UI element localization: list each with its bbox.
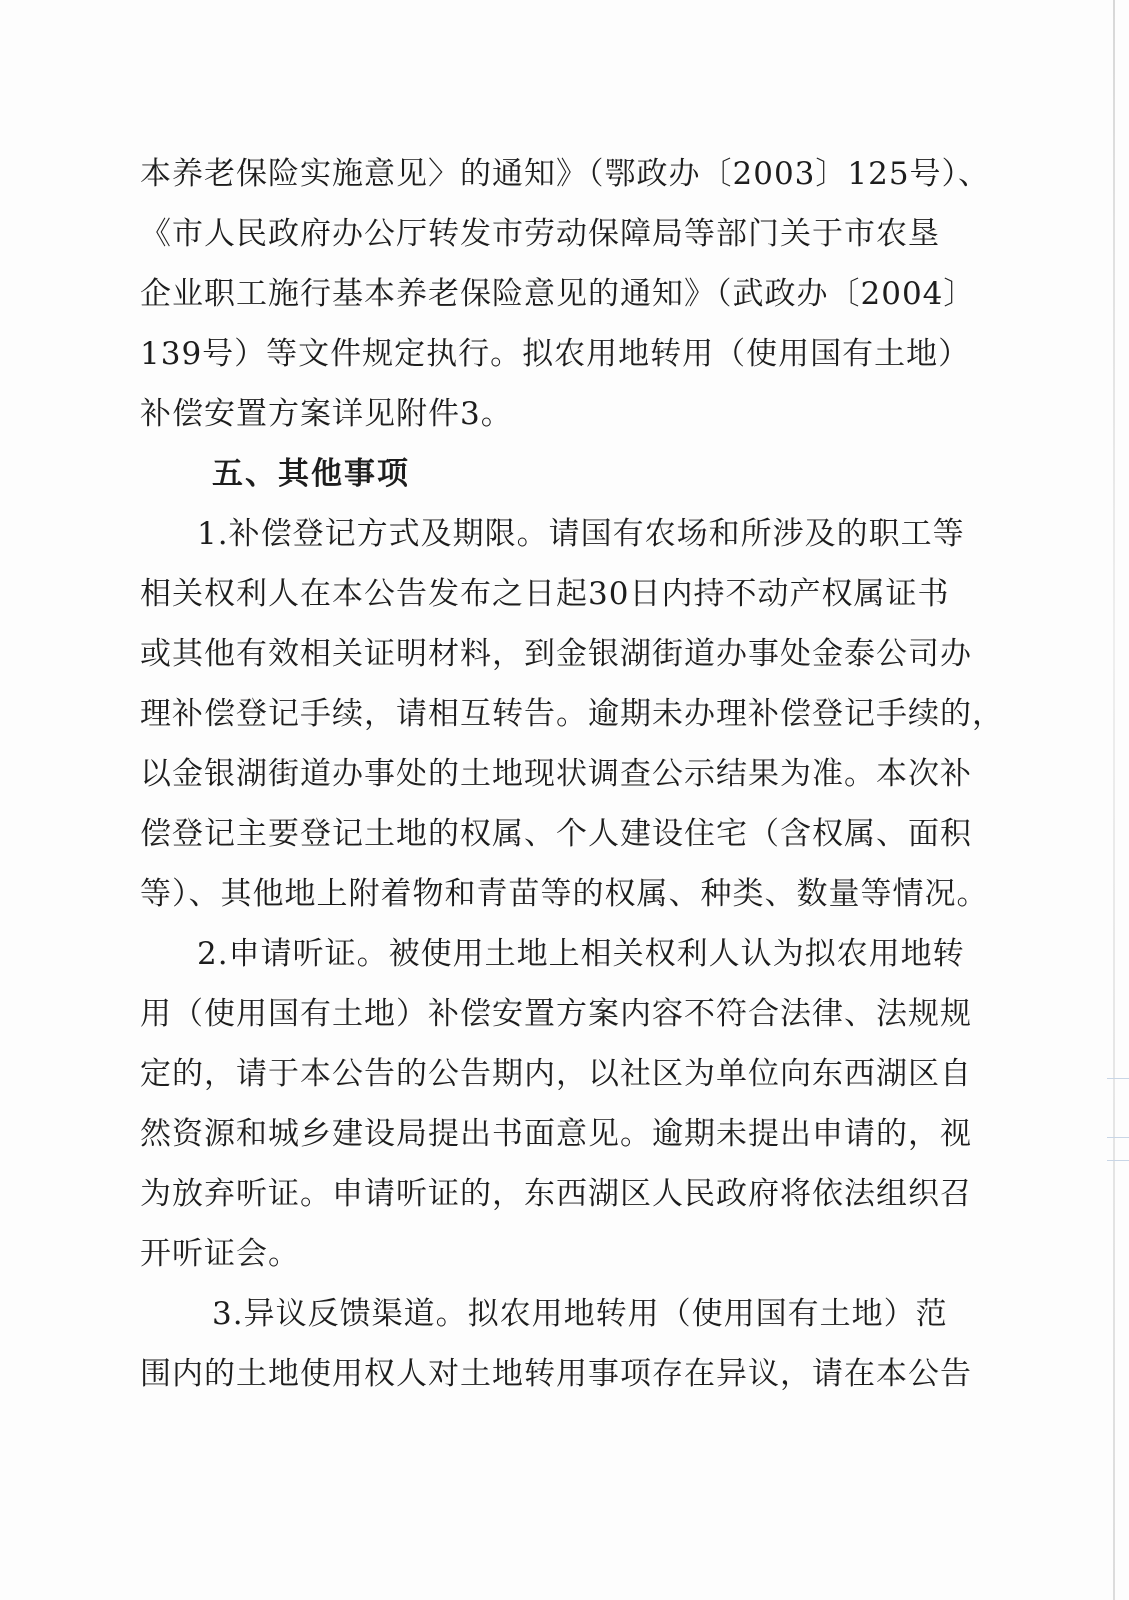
text-line: 开听证会。 (140, 1236, 300, 1272)
paragraph-start: 1.补偿登记方式及期限。请国有农场和所涉及的职工等 (197, 516, 965, 552)
text-line: 偿登记主要登记土地的权属、个人建设住宅（含权属、面积 (140, 816, 972, 852)
text-line: 等）、其他地上附着物和青苗等的权属、种类、数量等情况。 (140, 876, 989, 912)
scan-mark (1107, 1137, 1129, 1138)
text-line: 139号）等文件规定执行。拟农用地转用（使用国有土地） (140, 336, 971, 372)
text-line: 用（使用国有土地）补偿安置方案内容不符合法律、法规规 (140, 996, 972, 1032)
text-line: 然资源和城乡建设局提出书面意见。逾期未提出申请的，视 (140, 1116, 972, 1152)
text-line: 企业职工施行基本养老保险意见的通知》（武政办〔2004〕 (140, 276, 976, 312)
scan-edge (1113, 0, 1115, 1600)
text-line: 为放弃听证。申请听证的，东西湖区人民政府将依法组织召 (140, 1176, 972, 1212)
text-line: 或其他有效相关证明材料，到金银湖街道办事处金泰公司办 (140, 636, 972, 672)
text-line: 理补偿登记手续，请相互转告。逾期未办理补偿登记手续的， (140, 696, 1004, 732)
text-line: 本养老保险实施意见〉的通知》（鄂政办〔2003〕125号）、 (140, 156, 991, 192)
paragraph-start: 3.异议反馈渠道。拟农用地转用（使用国有土地）范 (212, 1296, 948, 1332)
text-line: 定的，请于本公告的公告期内，以社区为单位向东西湖区自 (140, 1056, 972, 1092)
section-heading: 五、其他事项 (212, 456, 410, 492)
text-line: 《市人民政府办公厅转发市劳动保障局等部门关于市农垦 (140, 216, 940, 252)
scan-mark (1107, 1160, 1129, 1161)
text-line: 以金银湖街道办事处的土地现状调查公示结果为准。本次补 (140, 756, 972, 792)
text-line: 补偿安置方案详见附件3。 (140, 396, 513, 432)
text-line: 相关权利人在本公告发布之日起30日内持不动产权属证书 (140, 576, 950, 612)
scan-mark (1107, 1078, 1129, 1079)
paragraph-start: 2.申请听证。被使用土地上相关权利人认为拟农用地转 (197, 936, 965, 972)
text-line: 围内的土地使用权人对土地转用事项存在异议，请在本公告 (140, 1356, 972, 1392)
